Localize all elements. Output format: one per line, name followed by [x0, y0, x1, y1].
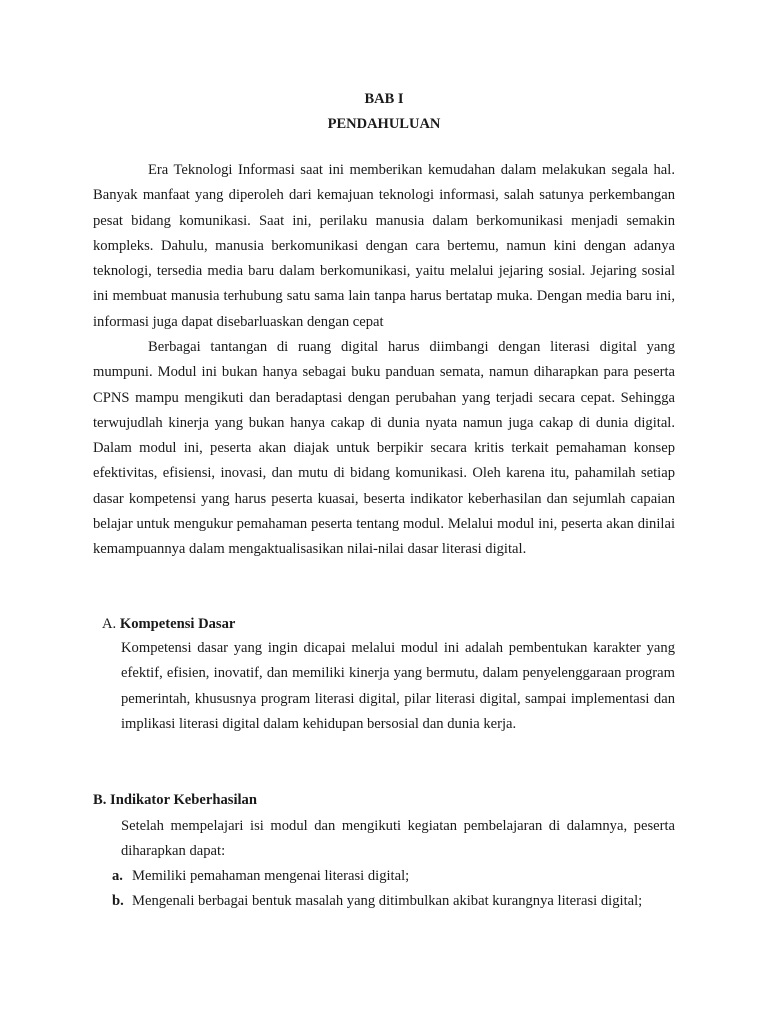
section-a-heading: [102, 612, 235, 637]
section-a-title: Kompetensi Dasar: [119, 616, 236, 632]
list-item: [112, 864, 675, 889]
list-item-letter: a.: [112, 868, 123, 884]
section-a-body: Kompetensi dasar yang ingin dicapai melalui modul ini adalah pembentukan karakter yang efektif, efisien, inovatif, dan memiliki kinerja yang bermutu, dalam penyelenggaraan program pemerintah, khususnya program literasi digital, pilar literasi digital, sampai implementasi dan implikasi literasi digital dalam kehidupan bersosial dan dunia kerja.: [121, 640, 675, 732]
chapter-number: BAB I: [364, 91, 404, 107]
section-b-body: Setelah mempelajari isi modul dan mengikuti kegiatan pembelajaran di dalamnya, peserta diharapkan dapat:: [121, 818, 675, 860]
list-item-letter: b.: [112, 893, 124, 910]
intro-paragraph-2: Berbagai tantangan di ruang digital harus diimbangi dengan literasi digital yang mumpuni. Modul ini bukan hanya sebagai buku panduan semata, namun diharapkan para peserta CPNS mampu mengikuti dan beradaptasi dengan perubahan yang terjadi secara cepat. Sehingga terwujudlah kinerja yang bukan hanya cakap di dunia nyata namun juga cakap di dunia digital. Dalam modul ini, peserta akan diajak untuk berpikir secara kritis terkait pemahaman konsep efektivitas, efisiensi, inovasi, dan mutu di bidang komunikasi. Oleh karena itu, pahamilah setiap dasar kompetensi yang harus peserta kuasai, beserta indikator keberhasilan dan sejumlah capaian belajar untuk mengukur pemahaman peserta tentang modul. Melalui modul ini, peserta akan dinilai kemampuannya dalam mengaktualisasikan nilai-nilai dasar literasi digital.: [93, 339, 675, 558]
section-b-marker: B.: [93, 792, 107, 808]
list-item-text: Mengenali berbagai bentuk masalah yang ditimbulkan akibat kurangnya literasi digital;: [132, 893, 643, 910]
list-item: [112, 889, 675, 914]
indicator-list: [112, 864, 675, 915]
list-item-text: Memiliki pemahaman mengenai literasi digital;: [132, 868, 410, 884]
chapter-title: PENDAHULUAN: [327, 116, 441, 132]
section-b-title: Indikator Keberhasilan: [110, 792, 257, 808]
section-b-heading: [93, 788, 257, 813]
section-a-marker: A.: [102, 616, 117, 632]
intro-paragraph-1: Era Teknologi Informasi saat ini memberikan kemudahan dalam melakukan segala hal. Banyak manfaat yang diperoleh dari kemajuan teknologi informasi, salah satunya perkembangan pesat bidang komunikasi. Saat ini, perilaku manusia dalam berkomunikasi menjadi semakin kompleks. Dahulu, manusia berkomunikasi dengan cara bertemu, namun kini dengan adanya teknologi, tersedia media baru dalam berkomunikasi, yaitu melalui jejaring sosial. Jejaring sosial ini membuat manusia terhubung satu sama lain tanpa harus bertatap muka. Dengan media baru ini, informasi juga dapat disebarluaskan dengan cepat: [93, 162, 675, 330]
